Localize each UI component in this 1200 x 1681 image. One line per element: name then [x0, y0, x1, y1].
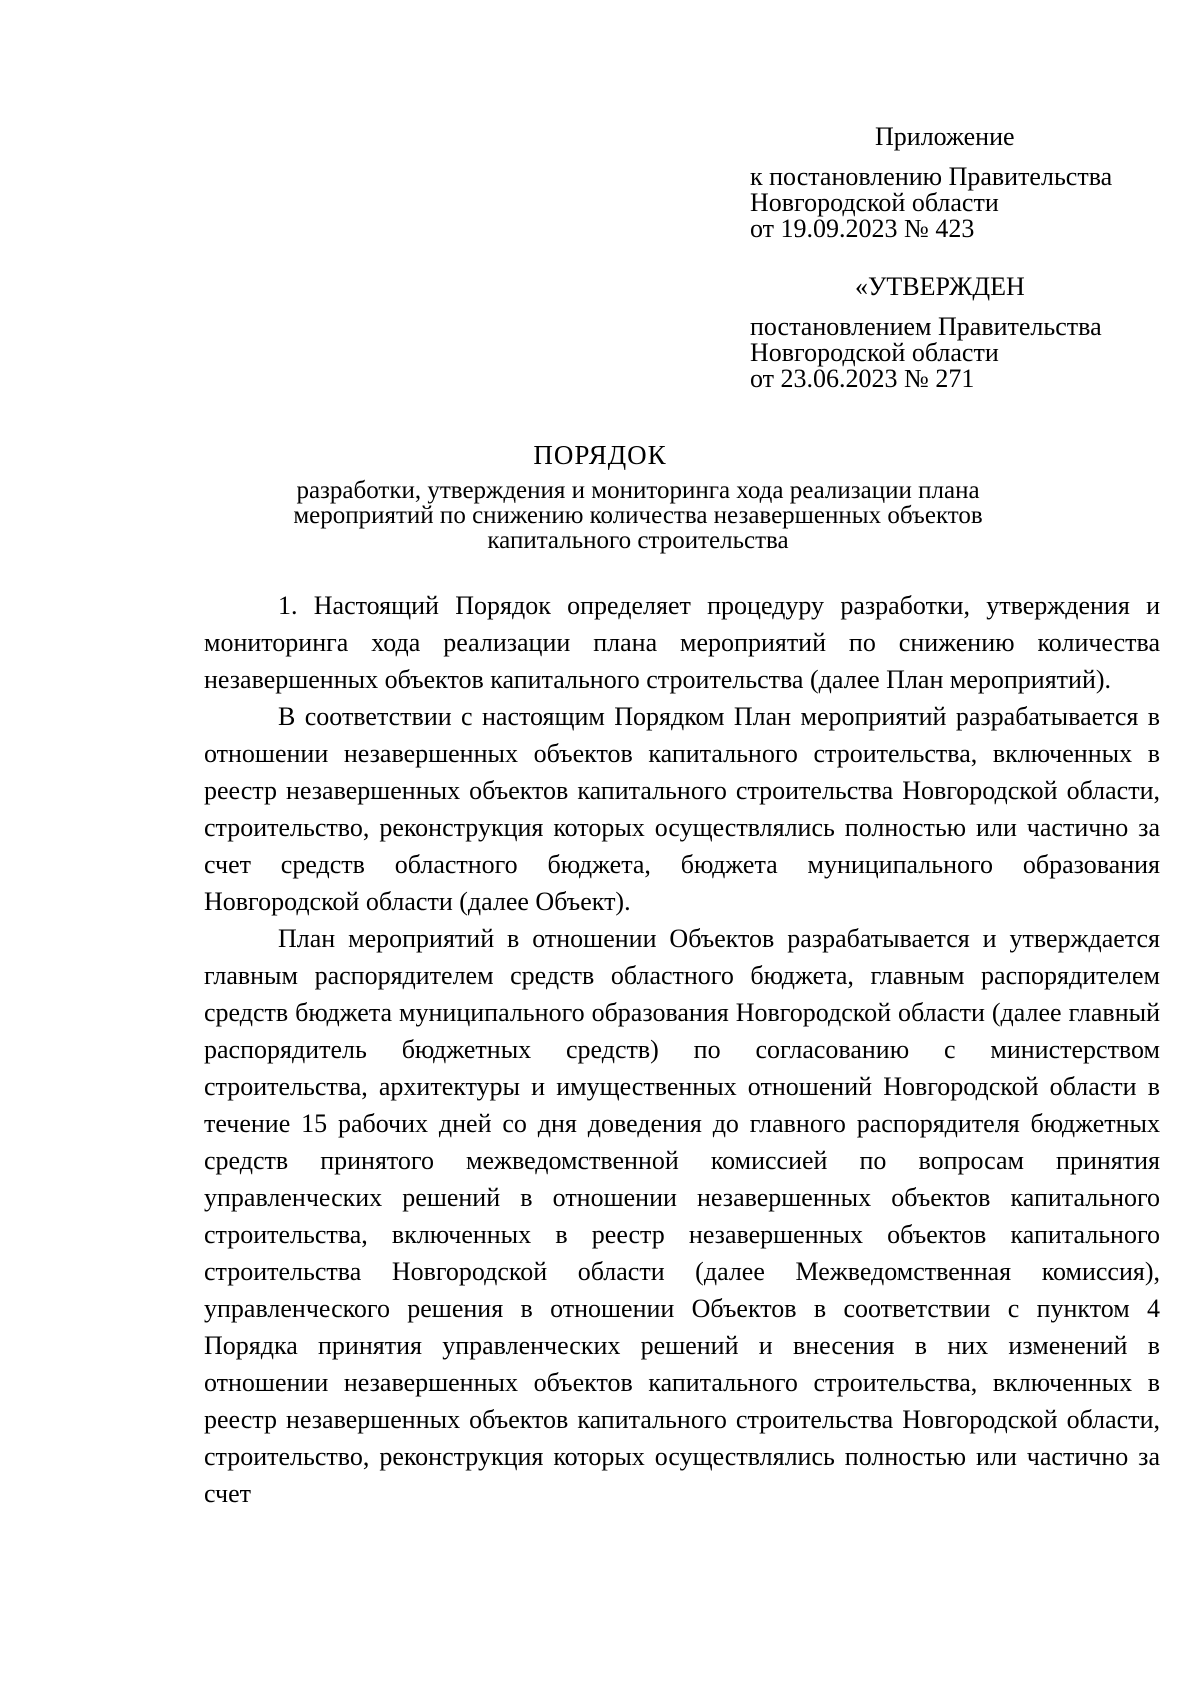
annex-line: Новгородской области [750, 188, 999, 217]
subtitle-line: мероприятий по снижению количества незавершенных объектов [293, 502, 983, 529]
approval-heading: «УТВЕРЖДЕН [855, 272, 1025, 301]
approval-line: постановлением Правительства [750, 312, 1102, 341]
document-title: ПОРЯДОК [533, 440, 667, 470]
paragraph: План мероприятий в отношении Объектов разрабатывается и утверждается главным распорядителем средств областного бюджета, главным распорядителем средств бюджета муниципального образования Новгородской области (далее главный распорядитель бюджетных средств) по согласованию с министерством строительства, архитектуры и имущественных отношений Новгородской области в течение 15 рабочих дней со дня доведения до главного распорядителя бюджетных средств принятого межведомственной комиссией по вопросам принятия управленческих решений в отношении незавершенных объектов капитального строительства, включенных в реестр незавершенных объектов капитального строительства Новгородской области (далее Межведомственная комиссия), управленческого решения в отношении Объектов в соответствии с пунктом 4 Порядка принятия управленческих решений и внесения в них изменений в отношении незавершенных объектов капитального строительства, включенных в реестр незавершенных объектов капитального строительства Новгородской области, строительство, реконструкция которых осуществлялись полностью или частично за счет [204, 924, 1160, 1508]
paragraph: В соответствии с настоящим Порядком План мероприятий разрабатывается в отношении незавершенных объектов капитального строительства, включенных в реестр незавершенных объектов капитального строительства Новгородской области, строительство, реконструкция которых осуществлялись полностью или частично за счет средств областного бюджета, бюджета муниципального образования Новгородской области (далее Объект). [204, 702, 1160, 916]
subtitle-line: капитального строительства [487, 527, 789, 554]
annex-line: к постановлению Правительства [750, 162, 1113, 191]
document-subtitle [270, 478, 1006, 553]
document-body [204, 587, 1160, 1512]
approval-line: от 23.06.2023 № 271 [750, 364, 975, 393]
annex-line: от 19.09.2023 № 423 [750, 214, 975, 243]
subtitle-line: разработки, утверждения и мониторинга хода реализации плана [296, 477, 980, 504]
approval-line: Новгородской области [750, 338, 999, 367]
annex-heading: Приложение [875, 122, 1015, 151]
paragraph: 1. Настоящий Порядок определяет процедуру разработки, утверждения и мониторинга хода реализации плана мероприятий по снижению количества незавершенных объектов капитального строительства (далее План мероприятий). [204, 591, 1160, 694]
annex-stamp [750, 122, 1112, 242]
approval-stamp [750, 272, 1102, 392]
